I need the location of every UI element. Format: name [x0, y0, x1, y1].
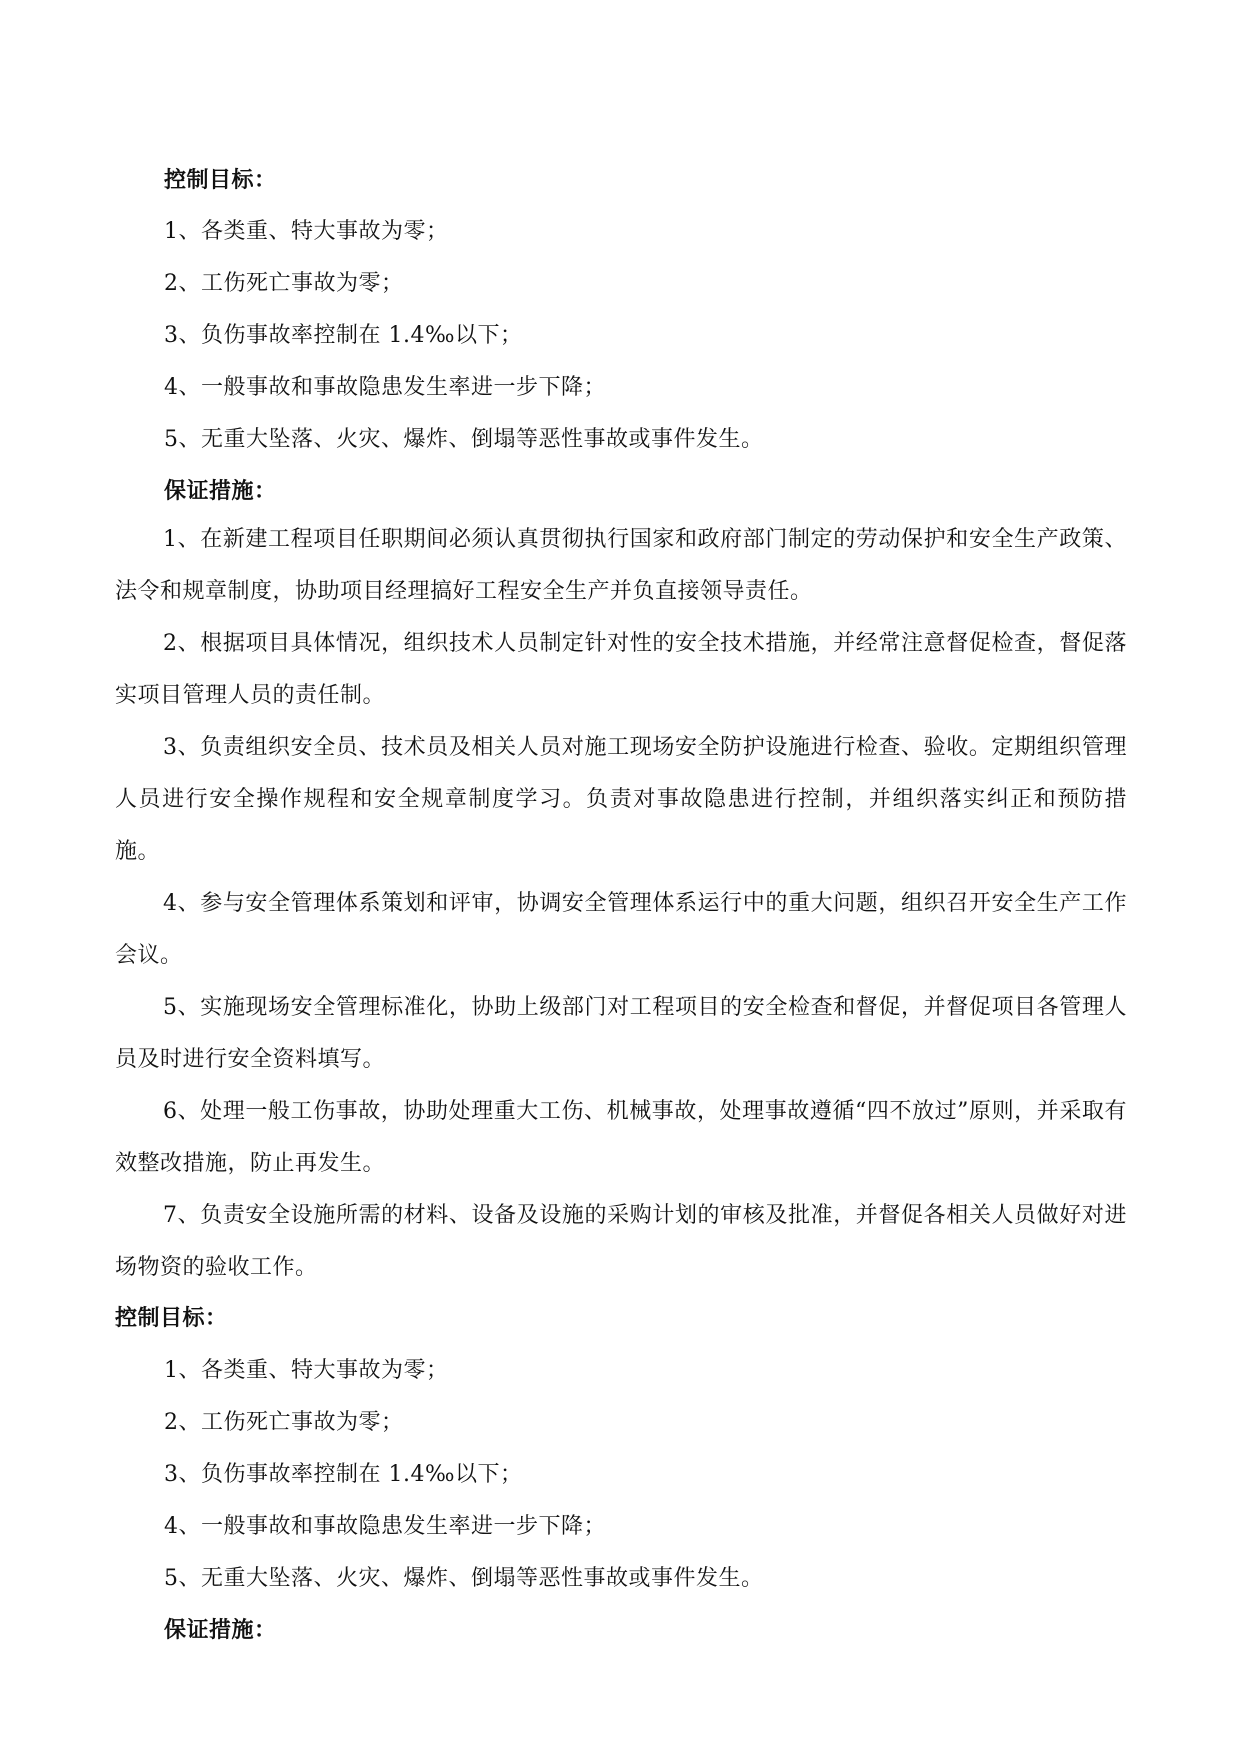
goal-item: 4、一般事故和事故隐患发生率进一步下降；	[164, 1514, 606, 1539]
goal-item: 5、无重大坠落、火灾、爆炸、倒塌等恶性事故或事件发生。	[164, 427, 764, 452]
measure-paragraph: 6、处理一般工伤事故，协助处理重大工伤、机械事故，处理事故遵循“四不放过”原则，并采取有效整改措施，防止再发生。	[115, 1099, 1127, 1176]
measure-paragraph: 4、参与安全管理体系策划和评审，协调安全管理体系运行中的重大问题，组织召开安全生产工作会议。	[115, 891, 1127, 968]
goal-item: 5、无重大坠落、火灾、爆炸、倒塌等恶性事故或事件发生。	[164, 1566, 764, 1591]
measure-paragraph: 7、负责安全设施所需的材料、设备及设施的采购计划的审核及批准，并督促各相关人员做好对进场物资的验收工作。	[115, 1203, 1127, 1280]
goal-item: 1、各类重、特大事故为零；	[164, 1358, 449, 1383]
goal-item: 3、负伤事故率控制在 1.4‰以下；	[164, 1462, 523, 1487]
section-heading-guarantee-measures: 保证措施：	[164, 1618, 277, 1643]
measure-paragraph: 2、根据项目具体情况，组织技术人员制定针对性的安全技术措施，并经常注意督促检查，督促落实项目管理人员的责任制。	[115, 631, 1127, 708]
goal-item: 1、各类重、特大事故为零；	[164, 219, 449, 244]
measure-paragraph: 1、在新建工程项目任职期间必须认真贯彻执行国家和政府部门制定的劳动保护和安全生产政策、法令和规章制度，协助项目经理搞好工程安全生产并负直接领导责任。	[115, 527, 1127, 604]
section-heading-control-goals: 控制目标：	[115, 1306, 228, 1331]
section-heading-guarantee-measures: 保证措施：	[164, 479, 277, 504]
goal-item: 4、一般事故和事故隐患发生率进一步下降；	[164, 375, 606, 400]
section-heading-control-goals: 控制目标：	[164, 168, 277, 193]
goal-item: 2、工伤死亡事故为零；	[164, 1410, 404, 1435]
measure-paragraph: 3、负责组织安全员、技术员及相关人员对施工现场安全防护设施进行检查、验收。定期组织管理人员进行安全操作规程和安全规章制度学习。负责对事故隐患进行控制，并组织落实纠正和预防措施。	[115, 735, 1127, 864]
goal-item: 3、负伤事故率控制在 1.4‰以下；	[164, 323, 523, 348]
measure-paragraph: 5、实施现场安全管理标准化，协助上级部门对工程项目的安全检查和督促，并督促项目各管理人员及时进行安全资料填写。	[115, 995, 1127, 1072]
goal-item: 2、工伤死亡事故为零；	[164, 271, 404, 296]
